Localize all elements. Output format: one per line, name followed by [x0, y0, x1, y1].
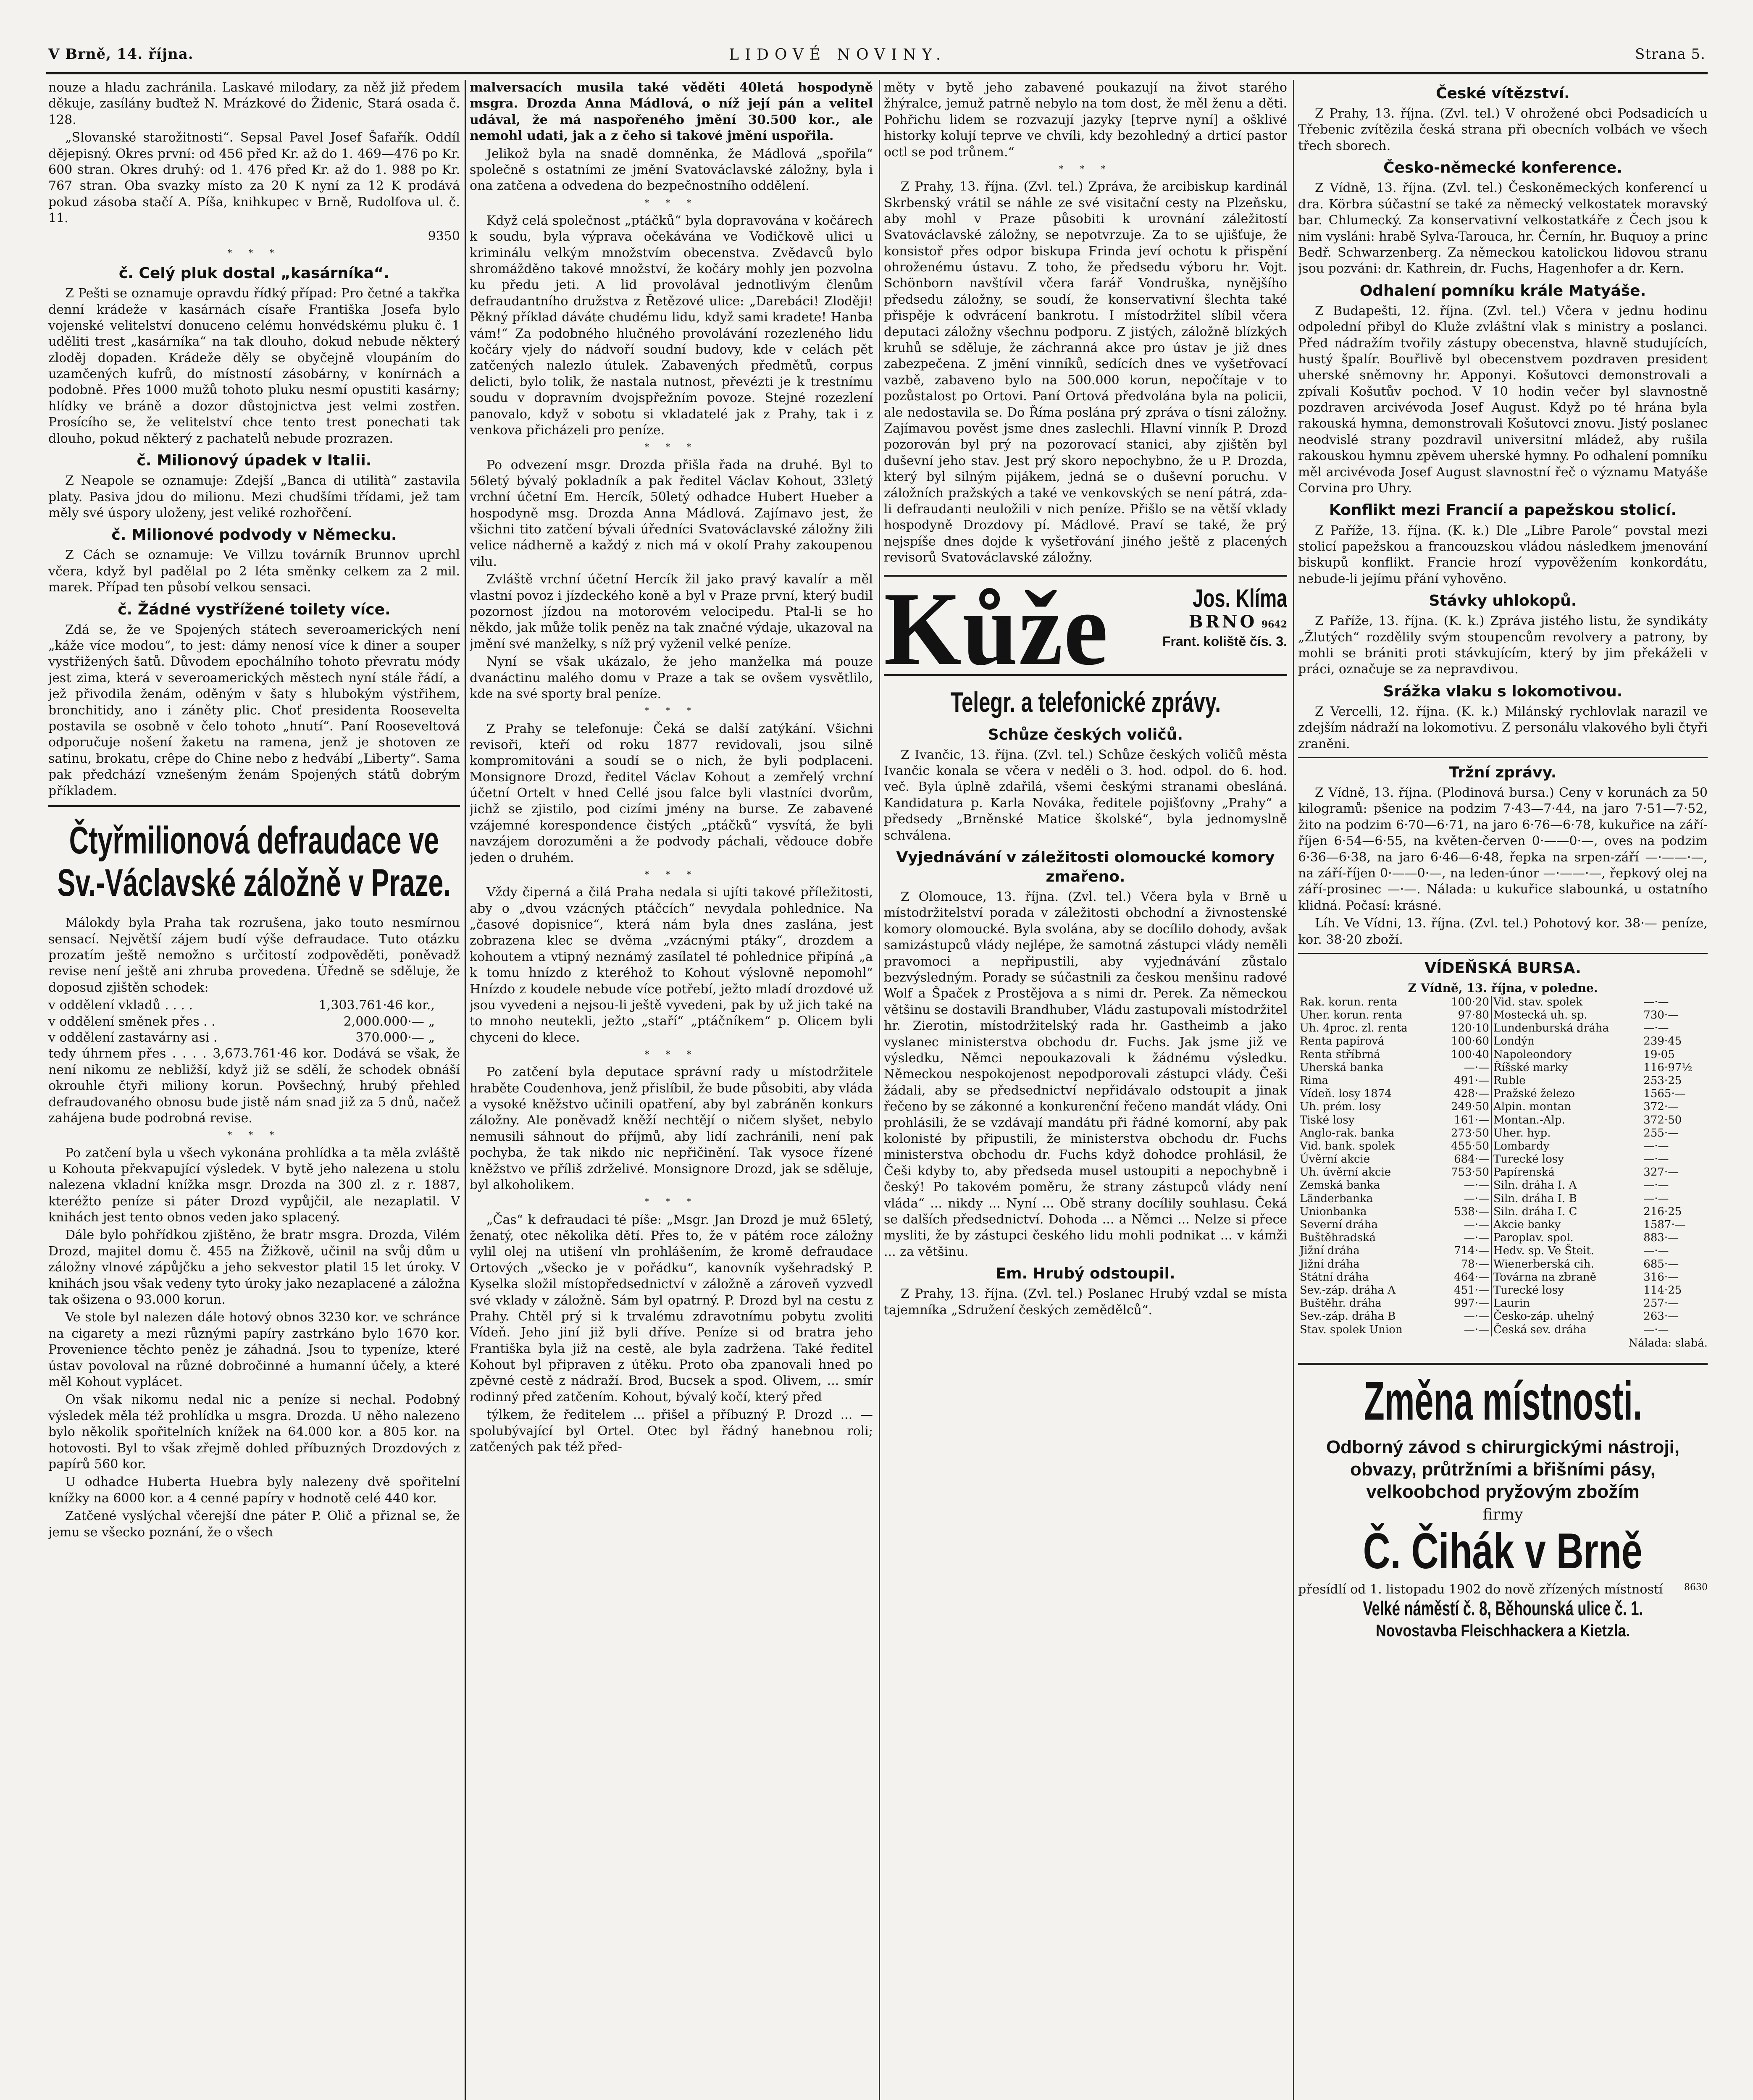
bourse-value: —·—	[1438, 1231, 1491, 1244]
bourse-value: 491·—	[1438, 1074, 1491, 1087]
bourse-name: Uher. hyp.	[1493, 1126, 1551, 1139]
section-telegrams-title: Telegr. a telefonické zprávy.	[950, 686, 1221, 719]
article-text: Z Paříže, 13. října. (K. k.) Zpráva jistého listu, že syndikáty „Žlutých“ rozdělily svým stoupencům revolvery a patrony, by mohli se brániti proti stávkujícím, který by jim překáželi v práci, označuje se za nepravdivou.	[1298, 614, 1708, 677]
separator-stars: * * *	[644, 1050, 698, 1060]
bourse-name: Zemská banka	[1300, 1179, 1380, 1192]
article-text: nouze a hladu zachránila. Laskavé milodary, za něž již předem děkuje, zasílány buďtež N. Mrázkové do Židenic, Stará osada č. 128.	[48, 80, 460, 127]
bourse-name: Sev.-záp. dráha B	[1300, 1310, 1396, 1323]
bourse-value: 161·—	[1438, 1114, 1491, 1127]
bourse-name: Česko-záp. uhelný	[1493, 1310, 1594, 1323]
bourse-value: —·—	[1643, 1153, 1669, 1166]
bourse-row	[1298, 1022, 1708, 1035]
bourse-row	[1298, 1297, 1708, 1310]
amount-value: 1,303.761·46 kor.,	[318, 998, 435, 1013]
separator-stars: * * *	[227, 1130, 281, 1141]
market-text: Líh. Ve Vídni, 13. října. (Zvl. tel.) Pohotový kor. 38·— peníze, kor. 38·20 zboží.	[1298, 916, 1708, 947]
ad-firm-label: firmy	[1482, 1506, 1523, 1524]
bourse-name: Lundenburská dráha	[1493, 1022, 1609, 1035]
bourse-value: —·—	[1438, 1218, 1491, 1231]
bourse-name: Jižní dráha	[1300, 1244, 1360, 1257]
article-text: Vždy čiperná a čilá Praha nedala si ujíti takové příležitosti, aby o „dvou vzácných ptáčcích“ nevydala pohlednice. Na „časové dopisnice“, která nám byla dnes zaslána, jest zobrazena klec se dvěma „vzácnými ptáky“, drozdem a kohoutem a vtipný neznámý zasílatel té pohlednice připíná „a k tomu hnízdo z kteréhož to Kohout výslovně nepomohl“ Hnízdo z koudele nebude více potřebí, ježto mladí drozdové už jsou vyvedeni a nejsou-li ještě vyvedeni, pak by už jich také na to mnoho neutekli, ježto „staří“ „ptáčníkem“ p. Olicem byli chyceni do klece.	[470, 885, 873, 1045]
bourse-name: Unionbanka	[1300, 1205, 1367, 1218]
bourse-name: Pražské železo	[1493, 1087, 1575, 1100]
ad-move-text: přesídlí od 1. listopadu 1902 do nově zřízených místností	[1298, 1582, 1663, 1597]
article-text: Když celá společnost „ptáčků“ byla dopravována v kočárech k soudu, byla výprava očekávána ve Vodičkově ulici u kriminálu velkým množstvím obecenstva. Zvědavců bylo shromážděno takové množství, že kočáry mohly jen pozvolna ku předu jeti. A lid provolával jednotlivým členům defraudantního družstva z Řetězové ulice: „Darebáci! Zloději! Pěkný příklad dáváte chudému lidu, když sami kradete! Hanba vám!“ Za podobného hlučného provolávání rozezleného lidu kočáry vjely do nádvoří soudní budovy, kde v celách pět zatčených nalezlo útulek. Zabavených předmětů, corpus delicti, bylo tolik, že nastala nutnost, převézti je k trestnímu soudu v dopravním dvojspřežním povoze. Stejné rozezlení panovalo, když v sobotu si vkladatelé jak z Prahy, tak i z venkova přicházeli pro peníze.	[470, 213, 873, 438]
bourse-name: Siln. dráha I. A	[1493, 1179, 1577, 1192]
column-2	[470, 80, 873, 2100]
bourse-name: Říšské marky	[1493, 1061, 1568, 1074]
bourse-value: 372·50	[1643, 1113, 1682, 1126]
amount-label: v oddělení směnek přes . .	[48, 1014, 216, 1029]
bourse-value: —·—	[1643, 995, 1669, 1008]
article-title: Konflikt mezi Francií a papežskou stolicí.	[1329, 501, 1677, 519]
bourse-value: 730·—	[1643, 1009, 1679, 1022]
bourse-name: Státní dráha	[1300, 1270, 1369, 1284]
bourse-value: 685·—	[1643, 1257, 1679, 1270]
article-text: týlkem, že ředitelem ... přišel a příbuzný P. Drozd ... — spolubývající byl Ortel. Otec byl řádný hanebnou roli; zatčených pak též před-	[470, 1407, 873, 1455]
article-text: Z Vercelli, 12. října. (K. k.) Milánský rychlovlak narazil ve zdejším nádraží na lokomotivu. Z personálu vlakového byli čtyři zraněni.	[1298, 704, 1708, 751]
bourse-name: Londýn	[1493, 1035, 1535, 1048]
article-text: Zatčené vyslýchal včerejší dne páter P. Olič a přiznal se, že jemu se všecko poznání, že o všech	[48, 1509, 460, 1540]
article-title: č. Milionový úpadek v Italii.	[137, 452, 372, 470]
bourse-row	[1298, 1323, 1708, 1336]
bourse-value: —·—	[1643, 1179, 1669, 1192]
bourse-name: Tiské losy	[1300, 1113, 1355, 1126]
bourse-value: 100·40	[1438, 1048, 1491, 1061]
amount-row	[48, 1030, 460, 1046]
bourse-name: Paroplav. spol.	[1493, 1231, 1574, 1244]
article-text: Po odvezení msgr. Drozda přišla řada na druhé. Byl to 56letý bývalý pokladník a pak ředitel Václav Kohout, 33letý vrchní účetní Em. Hercík, 50letý odhadce Hubert Hueber a hospodyně msg. Drozda Anna Mádlová. Zajímavo jest, že všichni tito zatčení bývali úředníci Svatováclavské záložny žili velice nádherně a každý z nich má v okolí Prahy zakoupenou vilu.	[470, 457, 873, 569]
bourse-name: Alpin. montan	[1493, 1100, 1572, 1113]
article-text: „Slovanské starožitnosti“. Sepsal Pavel Josef Šafařík. Oddíl dějepisný. Okres první: od 456 před Kr. až do 1. 469—476 po Kr. 600 stran. Okres druhý: od 1. 476 před Kr. až do 1. 988 po Kr. 767 stran. Oba svazky místo za 20 K nyní za 12 K prodává pokud zásoba stačí A. Píša, knihkupec v Brně, Rudolfova ul. č. 11.	[48, 130, 460, 226]
ad-kuze-contact	[1161, 586, 1287, 650]
bourse-name: Jižní dráha	[1300, 1257, 1360, 1270]
article-text: Zdá se, že ve Spojených státech severoamerických není „káže více modou“, to jest: dámy nenosí více k diner a souper vystřižených šatů. Důvodem epochálního tohoto převratu módy jest zima, která v severoamerických městech nyní stále řádí, a jež přivodila ženám, oděným v šaty s hlubokým výstřihem, bronchitidy, ano i záněty plic. Choť presidenta Roosevelta postavila se osobně v čelo tohoto „hnutí“. Paní Rooseveltová odporučuje nošení žaketu na ramena, jenž je shotoven ze satinu, brokatu, crêpe do Chine nebo z hedvábí „Liberty“. Sama pak předchází vznešeným ženám Spojených států dobrým příkladem.	[48, 622, 460, 798]
ad-kuze-num: 9642	[1261, 619, 1287, 630]
bourse-value: 997·—	[1438, 1297, 1491, 1310]
bourse-name: Mostecká uh. sp.	[1493, 1009, 1587, 1022]
bourse-name: Hedv. sp. Ve Šteit.	[1493, 1244, 1595, 1257]
article-text: On však nikomu nedal nic a peníze si nechal. Podobný výsledek měla též prohlídka u msgra. Drozda. U něho nalezeno bylo několik spořitelních knížek na 64.000 kor. a 805 kor. na hotovosti. Byl to však zřejmě dohled příbuzných Drozdových z papírů 560 kor.	[48, 1392, 460, 1472]
bourse-name: Laurin	[1493, 1297, 1530, 1310]
bourse-value: —·—	[1438, 1323, 1491, 1336]
ad-number: 8630	[1684, 1582, 1708, 1593]
bourse-value: —·—	[1438, 1192, 1491, 1205]
bourse-value: —·—	[1643, 1323, 1669, 1336]
amount-value: 2,000.000·— „	[343, 1014, 435, 1029]
market-title: Tržní zprávy.	[1449, 764, 1557, 781]
bourse-row	[1298, 1087, 1708, 1100]
bourse-mood: Nálada: slabá.	[1628, 1336, 1708, 1349]
bourse-row	[1298, 1258, 1708, 1271]
bourse-value: —·—	[1438, 1061, 1491, 1074]
bourse-value: 428·—	[1438, 1087, 1491, 1100]
article-text: Po zatčení byla u všech vykonána prohlídka a ta měla zvláště u Kohouta překvapující výsledek. V bytě jeho nalezena u stolu nalezena vkladní knížka msgr. Drozda na 300 zl. z r. 1887, kteréžto peníze si páter Drozd vypůjčil, ale nezaplatil. V knihách jest tento obnos veden jako splacený.	[48, 1145, 460, 1225]
amount-row	[48, 998, 460, 1013]
bourse-title: VÍDEŇSKÁ BURSA.	[1424, 959, 1581, 977]
separator-stars: * * *	[227, 248, 281, 259]
bourse-value: 263·—	[1643, 1310, 1679, 1323]
article-text: Z Cách se oznamuje: Ve Villzu továrník Brunnov uprchl včera, když byl padělal po 2 léta směnky celkem za 2 mil. marek. Případ ten působí velkou sensaci.	[48, 548, 460, 595]
divider	[1298, 953, 1708, 954]
bourse-name: Montan.-Alp.	[1493, 1113, 1565, 1126]
ad-firm-name: Č. Čihák v Brně	[1363, 1523, 1643, 1580]
bourse-name: Turecké losy	[1493, 1284, 1564, 1297]
bourse-value: —·—	[1643, 1139, 1669, 1152]
article-text: tedy úhrnem přes . . . . 3,673.761·46 kor. Dodává se však, že není nikomu ze nebližší, když již se sdělí, že schodek obnáší okrouhle čtyři miliony korun. Povšechný, hrubý přehled defraudovaného obnosu bude jistě nám snad již za 5 dnů, načež zahájena bude podrobná revise.	[48, 1046, 460, 1126]
article-text: Jelikož byla na snadě domněnka, že Mádlová „spořila“ společně s ostatními ze jmění Svatováclavské záložny, byla i ona zatčena a odvedena do bezpečnostního oddělení.	[470, 146, 873, 194]
bourse-table	[1298, 996, 1708, 1336]
ad-number: 9350	[428, 228, 460, 244]
amount-label: v oddělení zastavárny asi .	[48, 1030, 218, 1045]
article-title: Em. Hrubý odstoupil.	[996, 1265, 1175, 1283]
bourse-name: Napoleondory	[1493, 1048, 1572, 1061]
bourse-name: Severní dráha	[1300, 1218, 1378, 1231]
bourse-value: 257·—	[1643, 1297, 1679, 1310]
bourse-name: Sev.-záp. dráha A	[1300, 1284, 1396, 1297]
article-text: Ve stole byl nalezen dále hotový obnos 3230 kor. ve schránce na cigarety a mezi různými papíry zastrkáno bylo 1670 kor. Provenience těchto peněz je záhadná. Jsou to typeníze, které ústav povoloval na různé dobročinné a humanní účely, a které měl Kohout vyplácet.	[48, 1310, 460, 1389]
column-4	[1298, 80, 1708, 2100]
bourse-row	[1298, 1271, 1708, 1284]
ad-title: Změna místnosti.	[1364, 1370, 1642, 1431]
advertisement-cihak	[1298, 1363, 1708, 1642]
bourse-name: Úvěrní akcie	[1300, 1153, 1370, 1166]
bourse-row	[1298, 1244, 1708, 1257]
bourse-row	[1298, 1284, 1708, 1297]
page-header	[48, 45, 1706, 71]
amount-row	[48, 1014, 460, 1030]
bourse-value: —·—	[1438, 1310, 1491, 1323]
bourse-row	[1298, 1009, 1708, 1022]
bourse-name: Stav. spolek Union	[1300, 1323, 1403, 1336]
bourse-value: 753·50	[1438, 1166, 1491, 1179]
ad-address-2: Novostavba Fleischhackera a Kietzla.	[1376, 1621, 1630, 1640]
bourse-value: —·—	[1643, 1022, 1669, 1035]
bourse-value: 116·97½	[1643, 1061, 1693, 1074]
bourse-name: Vid. stav. spolek	[1493, 995, 1583, 1008]
bourse-name: Uher. korun. renta	[1300, 1009, 1403, 1022]
divider	[1298, 757, 1708, 758]
advertisement-kuze	[884, 571, 1287, 688]
bourse-name: Siln. dráha I. C	[1493, 1205, 1577, 1218]
bourse-value: —·—	[1438, 1179, 1491, 1192]
bourse-name: Länderbanka	[1300, 1192, 1373, 1205]
bourse-row	[1298, 1218, 1708, 1231]
bourse-name: Uherská banka	[1300, 1061, 1384, 1074]
article-text: „Čas“ k defraudaci té píše: „Msgr. Jan Drozd je muž 65letý, ženatý, otec několika dětí. Přes to, že v pátém roce záložny vylil olej na utišení vln prohlášením, že kromě defraudace Ortových „všecko je v pořádku“, kanovník vyšehradský P. Kyselka složil místopředsednictví v záložně a zároveň vyzvedl své vklady v záložně. Sám byl opatrný. P. Drozd byl na cestu z Prahy. Chtěl prý si k trvalému zdravotnímu pobytu zvoliti Vídeň. Jeho jiní již byli dříve. Peníze si od bratra jeho Františka byla již na cestě, ale byla zadržena. Také ředitel Kohout byl připraven z útěku. Proto oba zpanovali hned po zpěvné cestě z nádraží. Brod, Bucsek a spod. Olivem, ... smír rodinný před zatčením. Kohout, bývalý kočí, který před	[470, 1212, 873, 1404]
bourse-name: Akcie banky	[1493, 1218, 1561, 1231]
separator-stars: * * *	[644, 870, 698, 881]
article-title: č. Celý pluk dostal „kasárníka“.	[118, 265, 390, 282]
article-title: č. Žádné vystřížené toilety více.	[118, 601, 391, 618]
bourse-row	[1298, 1166, 1708, 1179]
bourse-row	[1298, 1310, 1708, 1323]
article-text: Z Prahy, 13. října. (Zvl. tel.) Poslanec Hrubý vzdal se místa tajemníka „Sdružení českých zemědělců“.	[884, 1286, 1287, 1318]
ad-kuze-address: Frant. koliště čís. 3.	[1162, 633, 1287, 649]
bourse-value: 684·—	[1438, 1153, 1491, 1166]
bourse-name: Renta papírová	[1300, 1035, 1385, 1048]
ad-kuze-name: Jos. Klíma	[1192, 584, 1287, 613]
article-title: Vyjednávání v záležitosti olomoucké komory zmařeno.	[896, 848, 1275, 886]
ad-small-text	[1298, 1582, 1708, 1598]
bourse-value: —·—	[1643, 1192, 1669, 1205]
bourse-value: 100·20	[1438, 996, 1491, 1009]
bourse-value: 455·50	[1438, 1140, 1491, 1153]
bourse-row	[1298, 1074, 1708, 1087]
bourse-name: Uh. úvěrní akcie	[1300, 1166, 1391, 1179]
article-text: Z Paříže, 13. října. (K. k.) Dle „Libre Parole“ povstal mezi stolicí papežskou a francouzskou vládou následkem jmenování biskupů konflikt. Francie hrozí vypověžením konkordátu, nebude-li jejímu přání vyhověno.	[1298, 523, 1708, 586]
bourse-value: 120·10	[1438, 1022, 1491, 1035]
article-title: Česko-německé konference.	[1383, 159, 1622, 177]
column-1	[48, 80, 460, 2100]
article-text: Z Pešti se oznamuje opravdu řídký případ: Pro četné a takřka denní krádeže v kasárnách císaře Františka Josefa bylo vojenské velitelství donuceno celému honvédskému pluku č. 1 uděliti trest „kasárníka“ na tak dlouho, dokud nebude některý zloděj dopaden. Krádeže děly se obyčejně vloupáním do uzamčených kufrů, do místností zásobárny, v konírnách a podobně. Přes 1000 mužů tohoto pluku nesmí opustiti kasárny; hlídky ve bráně a dozor důstojnictva jest velmi zostřen. Prosícího se, že velitelství chce tento trest ponechati tak dlouho, pokud některý z pachatelů nebude prozrazen.	[48, 286, 460, 446]
article-text: U odhadce Huberta Huebra byly nalezeny dvě spořitelní knížky na 6000 kor. a 4 cenné papíry v hodnotě celé 440 kor.	[48, 1475, 460, 1506]
bourse-name: Uh. prém. losy	[1300, 1100, 1381, 1113]
bourse-row	[1298, 1179, 1708, 1192]
bourse-value: 114·25	[1643, 1284, 1682, 1297]
article-text: Z Olomouce, 13. října. (Zvl. tel.) Včera byla v Brně u místodržitelství porada v záležitosti obchodní a živnostenské komory olomoucké. Byla svolána, aby se docílilo dohody, avšak samizástupců vlády nejlépe, že samotná zástupci vlády neměli pravomoci a nepřipustili, aby vyjednávání zůstalo bezvýsledným. Porady se súčastnili za českou menšinu radové Wolf a Špaček z Prostějova a s nimi dr. Perek. Za německou většinu se dostavili Brandhuber, Vládu zastupovali místodržitel hr. Zierotin, místodržitelský rada hr. Gastheimb a jako vyslanec ministerstva obchodu dr. Fuchs. Jak jsme již ve výsledku, Němci nepoukazovali k žádnému výsledku. Německou nespokojenost nepodporovali zástupci vlády. Češi žádali, aby se předsednictví nepřidávalo odstoupit a jinak řečeno by se zákonné a konkurenční řečeno mandát vlády. Oni prohlásili, že se vzdávají mandátu při řádné komorní, aby pak kolonisté by připustili, že ministerstva obchodu dr. Fuchs ministerstva obchodu dr. Fuchs když dohodce prohlásil, že Češi kdyby to, aby předseda musel ustoupiti a nepochybně i český! Po takovém poměru, že strany zástupců vlády není vláda“ ... nikdy ... Nyní ... Obě strany docílily souhlasu. Čeká se dalších předsednictví. Dohoda ... a Němci ... Nelze si přece mysliti, že by zástupci českého lidu mohli podnikat ... v kámži ... za většinu.	[884, 890, 1287, 1259]
article-text: Z Neapole se oznamuje: Zdejší „Banca di utilità“ zastavila platy. Pasiva jdou do milionu. Mezi chudšími třídami, jež tam měly své úspory uloženy, jest veliké rozhořčení.	[48, 473, 460, 520]
bourse-value: 538·—	[1438, 1205, 1491, 1218]
bourse-value: 216·25	[1643, 1205, 1682, 1218]
article-title: Stávky uhlokopů.	[1429, 592, 1577, 610]
article-text: Málokdy byla Praha tak rozrušena, jako touto nesmírnou sensací. Největší zájem budí výše defraudace. Tuto otázku prozatím ještě nemožno s určitostí zodpověděti, poněvadž revise není ještě ani zhruba provedena. Úředně se sděluje, že doposud zjištěn schodek:	[48, 916, 460, 995]
main-headline: Čtyřmilionová defraudace ve Sv.-Václavské záložně v Praze.	[57, 819, 451, 905]
article-title: č. Milionové podvody v Německu.	[111, 526, 397, 544]
separator-stars: * * *	[644, 706, 698, 717]
bourse-value: 451·—	[1438, 1284, 1491, 1297]
page-number: Strana 5.	[1635, 46, 1706, 63]
bourse-value: 464·—	[1438, 1271, 1491, 1284]
bourse-name: Továrna na zbraně	[1493, 1270, 1596, 1284]
bourse-name: Buštěhradská	[1300, 1231, 1376, 1244]
article-text: Z Prahy, 13. října. (Zvl. tel.) Zpráva, že arcibiskup kardinál Skrbenský vrátil se náhle ze své visitační cesty na Plzeňsku, aby mohl v Praze působiti k urovnání záležitostí Svatováclavské záložny, se nepotvrzuje. Za to se ujišťuje, že konsistoř přes odpor biskupa Frinda jeví ochotu k přispění ohroženému ústavu. Z toho, že předsedu výboru hr. Vojt. Schönborn navštívil včera farář Vondruška, nynějšího předsedu záložny, se soudí, že konservativní šlechta také přispěje k odvrácení bankrotu. I místodržitel slíbil včera deputaci záložny všechnu podporu. Z jistých, záložně blízkých kruhů se sděluje, že záchranná akce pro ústav je již dnes zabezpečena. Z jmění vinníků, sedících dnes ve vyšetřovací vazbě, zabaveno bylo na 500.000 korun, nepočítaje v to pozůstalost po Ortovi. Paní Ortová předvolána byla na policii, ale nedostavila se. Do Říma poslána prý zpráva o tísni záložny. Zajímavou pověst jsme dnes zaslechli. Hlavní vinník P. Drozd pozorován byl prý na pozorovací stanici, aby zjištěn byl duševní jeho stav. Jest prý skoro nepochybno, že u P. Drozda, který byl silným pijákem, jedná se o duševní poruchu. V záložních pražských a také ve venkovských se není pátrá, zda-li defraudanti neuložili v nich peníze. Přišlo se na větší vklady hospodyně Drozdovy pí. Mádlové. Praví se také, že prý nejspíše dnes dojde k vyšetřování jiného ještě z placených revisorů Svatováclavské záložny.	[884, 179, 1287, 565]
article-title: České vítězství.	[1436, 85, 1570, 102]
separator-stars: * * *	[644, 442, 698, 453]
bourse-row	[1298, 996, 1708, 1009]
column-rule	[465, 80, 466, 2100]
bourse-name: Papírenská	[1493, 1166, 1555, 1179]
column-rule	[879, 80, 880, 2100]
bourse-name: Anglo-rak. banka	[1300, 1126, 1395, 1139]
ad-kuze-city: BRNO	[1188, 612, 1257, 632]
bourse-value: 19·05	[1643, 1048, 1675, 1061]
bourse-name: Vid. bank. spolek	[1300, 1139, 1395, 1152]
bourse-value: 1565·—	[1643, 1087, 1686, 1100]
ad-address: Velké náměstí č. 8, Běhounská ulice č. 1.	[1363, 1597, 1643, 1620]
bourse-value: 255·—	[1643, 1126, 1679, 1139]
article-text: malversacích musila také věděti 40letá hospodyně msgra. Drozda Anna Mádlová, o níž její pán a velitel udával, že má naspořeného jmění 30.500 kor., ale nemohl udati, jak a z čeho si takové jmění uspořila.	[470, 80, 873, 144]
bourse-value: 249·50	[1438, 1100, 1491, 1113]
bourse-subtitle: Z Vídně, 13. října, v poledne.	[1408, 981, 1598, 995]
bourse-name: Renta stříbrná	[1300, 1048, 1380, 1061]
separator-stars: * * *	[644, 198, 698, 209]
page-date: V Brně, 14. října.	[48, 46, 194, 63]
bourse-value: 883·—	[1643, 1231, 1679, 1244]
article-text: měty v bytě jeho zabavené poukazují na život starého žhýralce, jemuž patrně nebylo na tom dost, že měl ženu a děti. Pohřichu lidem se rozvazují jazyky [teprve nyní] a ošklivé historky kolují teprve ve chvíli, kdy bezohledný a drticí pastor octl se pod trůnem.“	[884, 80, 1287, 160]
bourse-row	[1298, 1114, 1708, 1127]
article-text: Z Budapešti, 12. října. (Zvl. tel.) Včera v jednu hodinu odpolední přibyl do Kluže zvláštní vlak s ministry a poslanci. Před nádražím tvořily zástupy obecenstva, hlavně studujících, hustý špalír. Bouřlivě byl obecenstvem pozdraven president uherské sněmovny hr. Apponyi. Košutovci demonstrovali a zpívali Košutův pochod. V 10 hodin večer byl slavnostně pozdraven arcivévoda Josef August. Když po té hrána byla rakouská hymna, demonstrovali Košutovci znovu. Jistý poslanec neodvislé strany pozdravil universitní mládež, aby rušila rakouskou hymnu zpěvem uherské hymny. Po odhalení pomníku měl arcivévoda Josef August slavnostní řeč o významu Matyáše Corvina pro Uhry.	[1298, 303, 1708, 496]
separator-stars: * * *	[1059, 164, 1112, 175]
bourse-name: Wienerberská cih.	[1493, 1257, 1594, 1270]
bourse-row	[1298, 1127, 1708, 1140]
bourse-value: 239·45	[1643, 1035, 1682, 1048]
separator-stars: * * *	[644, 1197, 698, 1208]
bourse-row	[1298, 1061, 1708, 1074]
article-text: Z Ivančic, 13. října. (Zvl. tel.) Schůze českých voličů města Ivančic konala se včera v neděli o 3. hod. odpol. do 6. hod. več. Byla úplně zdařilá, všemi českými stranami obesláná. Kandidatura p. Karla Nováka, ředitele pojišťovny „Prahy“ a předsedy „Brněnské Matice školské“, byla jednomyslně schválena.	[884, 747, 1287, 843]
bourse-value: —·—	[1643, 1244, 1669, 1257]
bourse-value: 372·—	[1643, 1100, 1679, 1113]
newspaper-title: LIDOVÉ NOVINY.	[729, 46, 947, 63]
ad-text: Odborný závod s chirurgickými nástroji, obvazy, průtržními a břišními pásy, velkoobchod pryžovým zbožím	[1326, 1437, 1680, 1502]
bourse-row	[1298, 1231, 1708, 1244]
bourse-value: 273·50	[1438, 1127, 1491, 1140]
bourse-name: Ruble	[1493, 1074, 1526, 1087]
article-text: Po zatčení byla deputace správní rady u místodržitele hraběte Coudenhova, jenž přislíbil, že bude působiti, aby vláda a vysoké kněžstvo učinili opatření, aby byl zabráněn konkurs záložny. Ale poněvadž kněží nechtějí o ničem slyšet, nebylo nemusili sáhnout do příjmů, aby lidí zachránili, není pak pochyba, že tak nikdo nic nepřičinění. Tak vysoce řízené kněžstvo ve příliš zdrželivé. Monsignore Drozd, jak se sděluje, byl alkoholikem.	[470, 1065, 873, 1192]
article-title: Odhalení pomníku krále Matyáše.	[1359, 282, 1646, 299]
article-title: Srážka vlaku s lokomotivou.	[1383, 682, 1623, 700]
bourse-value: 253·25	[1643, 1074, 1682, 1087]
bourse-name: Lombardy	[1493, 1139, 1550, 1152]
article-text: Nyní se však ukázalo, že jeho manželka má pouze dvanáctinu malého domu v Praze a tak se ovšem vysvětlilo, kde na své sporty bral peníze.	[470, 654, 873, 701]
article-title: Schůze českých voličů.	[988, 726, 1183, 743]
bourse-value: 1587·—	[1643, 1218, 1686, 1231]
bourse-value: 714·—	[1438, 1244, 1491, 1257]
bourse-value: 327·—	[1643, 1166, 1679, 1179]
bourse-name: Česká sev. dráha	[1493, 1323, 1587, 1336]
bourse-value: 97·80	[1438, 1009, 1491, 1022]
bourse-value: 78·—	[1438, 1258, 1491, 1271]
header-rule	[46, 72, 1708, 74]
column-3	[884, 80, 1287, 2100]
bourse-name: Buštěhr. dráha	[1300, 1297, 1382, 1310]
bourse-name: Rima	[1300, 1074, 1329, 1087]
article-text: Zvláště vrchní účetní Hercík žil jako pravý kavalír a měl vlastní povoz i jízdeckého koně a byl v Praze první, který budil pozornost jízdou na motorovém velocipedu. Ptal-li se ho někdo, jak může tolik peněz na tak značné výdaje, ukazoval na jmění své manželky, s níž prý vyženil velké peníze.	[470, 572, 873, 651]
bourse-row	[1298, 1035, 1708, 1048]
column-rule	[1293, 80, 1294, 2100]
amount-value: 370.000·— „	[355, 1030, 435, 1045]
ad-kuze-word: Kůže	[884, 571, 1109, 688]
bourse-row	[1298, 1100, 1708, 1113]
bourse-name: Vídeň. losy 1874	[1300, 1087, 1392, 1100]
bourse-name: Rak. korun. renta	[1300, 995, 1398, 1008]
bourse-value: 316·—	[1643, 1270, 1679, 1284]
article-text: Z Prahy, 13. října. (Zvl. tel.) V ohrožené obci Podsadicích u Třebenic zvítězila česká strana při obecních volbách ve všech třech sborech.	[1298, 106, 1708, 153]
bourse-row	[1298, 1048, 1708, 1061]
market-text: Z Vídně, 13. října. (Plodinová bursa.) Ceny v korunách za 50 kilogramů: pšenice na podzim 7·43—7·44, na jaro 7·51—7·52, žito na podzim 6·70—6·71, na jaro 6·76—6·78, kukuřice na září-říjen 6·54—6·55, na květen-červen 0·——0·—, oves na podzim 6·36—6·38, na jaro 6·46—6·48, řepka na srpen-září —·——·—, na září-říjen 0·——0·—, na leden-únor —·——·—, řepkový olej na září-prosinec —·—. Nálada: u kukuřice slabounká, u ostatního klidná. Počasí: krásné.	[1298, 785, 1708, 913]
article-text: Dále bylo pohřídkou zjištěno, že bratr msgra. Drozda, Vilém Drozd, majitel domu č. 455 na Žižkově, učinil na svůj dům u záložny vlnové zápůjčku a jeho sekvestor platil 15 let úroky. V knihách jsou však vedeny tyto úroky jako nezaplacené a záložna tak ošizena o 93.000 korun.	[48, 1228, 460, 1307]
bourse-row	[1298, 1192, 1708, 1205]
article-text: Z Prahy se telefonuje: Čeká se další zatýkání. Všichni revisoři, kteří od roku 1877 revidovali, jsou silně kompromitováni a soudí se o nich, že byli podplaceni. Monsignore Drozd, ředitel Václav Kohout a zemřelý vrchní účetní Ortelt v hned Cellé jsou falce byli vlastníci dvorům, jichž se zjistilo, pod cizími jmény na burse. Ze zabavené vzájemné korespondence čistých „ptáčků“ vysvítá, že byli navzájem dorozuměni a že podvody páchali, vědouce dobře jeden o druhém.	[470, 721, 873, 865]
bourse-value: 100·60	[1438, 1035, 1491, 1048]
bourse-name: Siln. dráha I. B	[1493, 1192, 1577, 1205]
article-text: Z Vídně, 13. října. (Zvl. tel.) Českoněmeckých konferencí u dra. Körbra súčastní se také za německý velkostatek moravský bar. Chlumecký. Za konservativní velkostatkáře z Čech jsou k nim vysláni: hrabě Sylva-Tarouca, hr. Černín, hr. Buquoy a princ Bedř. Schwarzenberg. Za německou katolickou lidovou stranu jsou pozváni: dr. Kathrein, dr. Fuchs, Hagenhofer a dr. Kern.	[1298, 181, 1708, 276]
bourse-name: Uh. 4proc. zl. renta	[1300, 1022, 1408, 1035]
divider	[48, 805, 460, 807]
bourse-row	[1298, 1140, 1708, 1153]
bourse-row	[1298, 1153, 1708, 1166]
bourse-name: Turecké losy	[1493, 1153, 1564, 1166]
bourse-row	[1298, 1205, 1708, 1218]
amount-label: v oddělení vkladů . . . .	[48, 998, 193, 1013]
